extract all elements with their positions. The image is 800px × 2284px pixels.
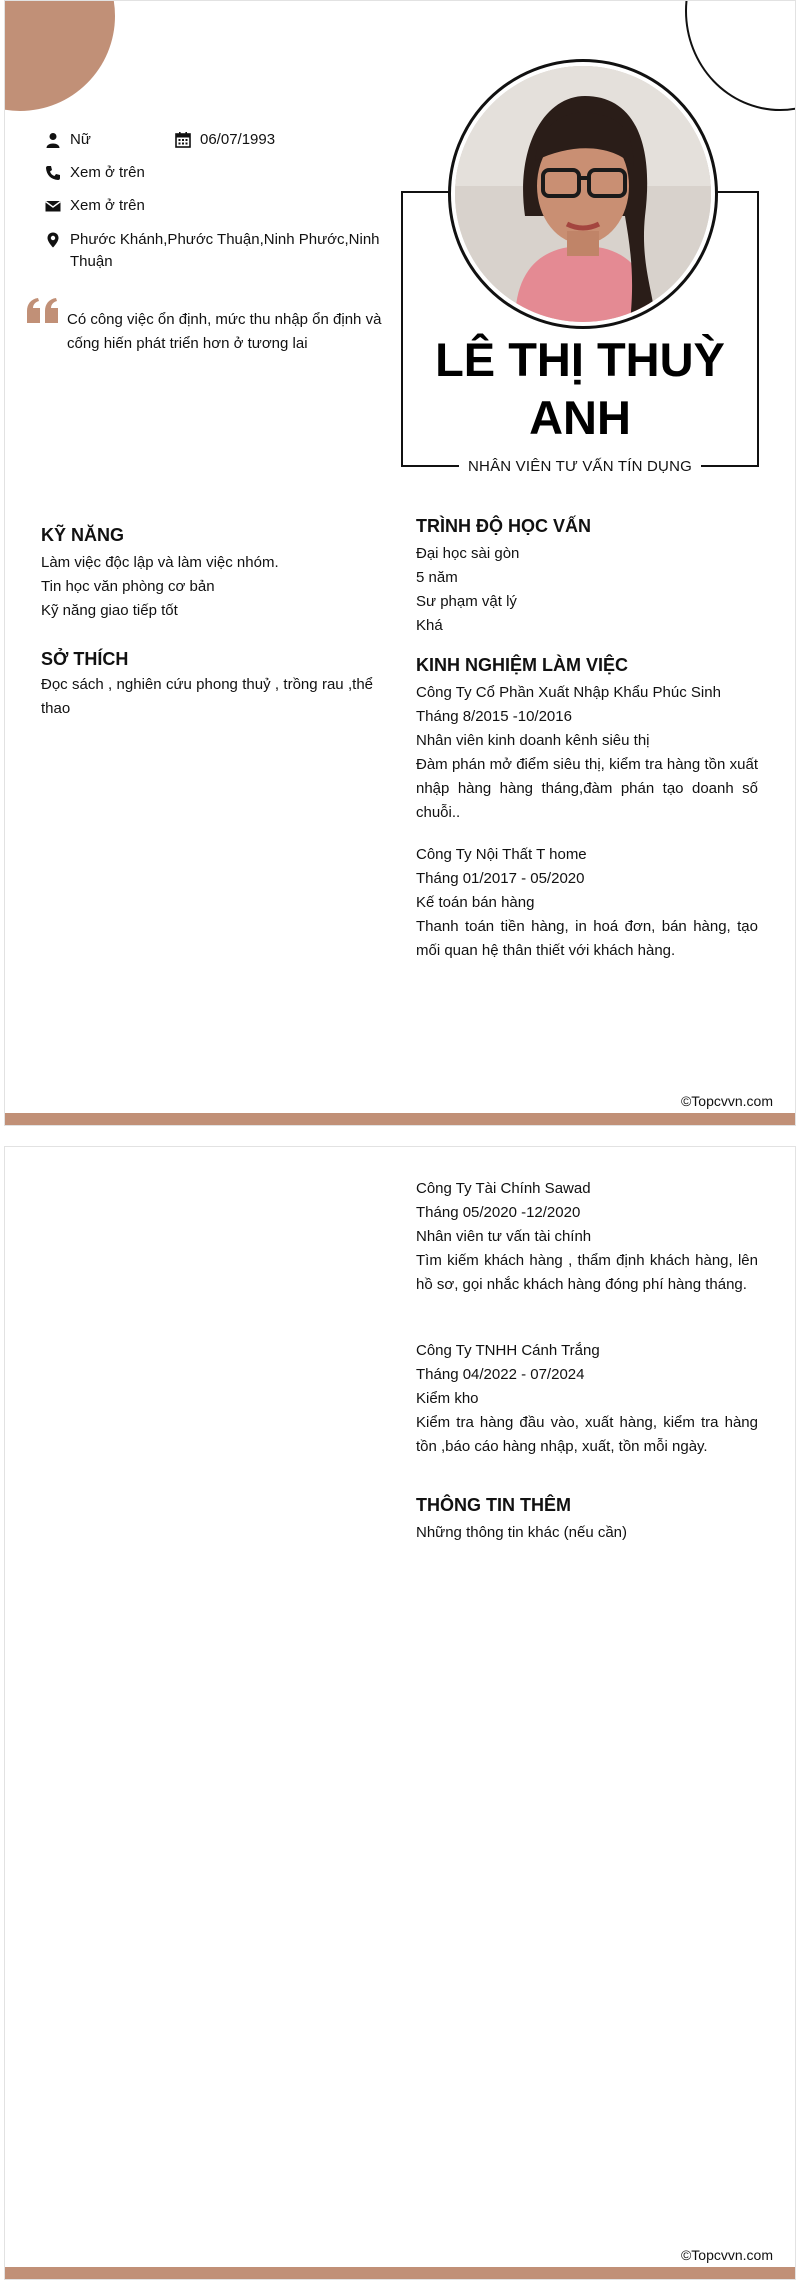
experience-description: Thanh toán tiền hàng, in hoá đơn, bán hàng, tạo mối quan hệ thân thiết với khách hàng. bbox=[416, 918, 758, 959]
hobbies-title: SỞ THÍCH bbox=[41, 649, 129, 669]
email-value: Xem ở trên bbox=[70, 197, 145, 214]
footer-bar bbox=[5, 2267, 795, 2279]
experience-period: Tháng 8/2015 -10/2016 bbox=[416, 708, 572, 725]
experience-position: Kiểm kho bbox=[416, 1390, 479, 1407]
birthdate-row bbox=[175, 129, 275, 151]
cv-page-1 bbox=[4, 0, 796, 1126]
name-line-1: LÊ THỊ THUỲ bbox=[435, 333, 725, 386]
experience-company: Công Ty Nội Thất T home bbox=[416, 846, 587, 863]
experience-title: KINH NGHIỆM LÀM VIỆC bbox=[416, 655, 629, 675]
experience-item bbox=[416, 1339, 758, 1459]
education-major: Sư phạm vật lý bbox=[416, 593, 517, 610]
footer-copyright: ©Topcvvn.com bbox=[680, 2247, 773, 2263]
experience-item bbox=[416, 843, 758, 963]
skills-title: KỸ NĂNG bbox=[41, 525, 125, 545]
education-grade: Khá bbox=[416, 617, 443, 634]
email-row bbox=[45, 195, 145, 217]
job-title: NHÂN VIÊN TƯ VẤN TÍN DỤNG bbox=[459, 454, 701, 480]
user-icon bbox=[45, 132, 61, 148]
phone-value: Xem ở trên bbox=[70, 164, 145, 181]
experience-position: Kế toán bán hàng bbox=[416, 894, 535, 911]
birthdate-value: 06/07/1993 bbox=[200, 131, 276, 148]
education-block bbox=[416, 542, 758, 638]
gender-value: Nữ bbox=[70, 131, 91, 148]
calendar-icon bbox=[175, 132, 191, 148]
email-icon bbox=[45, 198, 61, 214]
candidate-name bbox=[405, 331, 755, 447]
footer-bar bbox=[5, 1113, 795, 1125]
experience-company: Công Ty TNHH Cánh Trắng bbox=[416, 1342, 600, 1359]
education-school: Đại học sài gòn bbox=[416, 545, 520, 562]
cv-page-2 bbox=[4, 1146, 796, 2280]
skill-item: Tin học văn phòng cơ bản bbox=[41, 578, 215, 595]
location-icon bbox=[45, 232, 61, 248]
quote-icon bbox=[25, 297, 61, 325]
experience-company: Công Ty Tài Chính Sawad bbox=[416, 1180, 591, 1197]
additional-info-text: Những thông tin khác (nếu cần) bbox=[416, 1524, 628, 1541]
experience-description: Kiểm tra hàng đầu vào, xuất hàng, kiểm tra hàng tồn ,báo cáo hàng nhập, xuất, tồn mỗi ngày. bbox=[416, 1414, 758, 1455]
phone-row bbox=[45, 162, 145, 184]
education-title: TRÌNH ĐỘ HỌC VẤN bbox=[416, 516, 591, 536]
experience-period: Tháng 04/2022 - 07/2024 bbox=[416, 1366, 585, 1383]
additional-info-title: THÔNG TIN THÊM bbox=[416, 1495, 571, 1515]
avatar bbox=[455, 66, 711, 322]
experience-description: Tìm kiếm khách hàng , thẩm định khách hàng, lên hồ sơ, gọi nhắc khách hàng đóng phí hàng tháng. bbox=[416, 1252, 758, 1293]
experience-item bbox=[416, 1177, 758, 1297]
footer-copyright: ©Topcvvn.com bbox=[680, 1093, 773, 1109]
job-title-wrapper bbox=[401, 454, 759, 480]
experience-period: Tháng 01/2017 - 05/2020 bbox=[416, 870, 585, 887]
experience-item bbox=[416, 681, 758, 825]
address-row bbox=[45, 229, 395, 273]
skill-item: Kỹ năng giao tiếp tốt bbox=[41, 602, 178, 619]
decorative-circle-top-right bbox=[685, 0, 796, 111]
address-value: Phước Khánh,Phước Thuận,Ninh Phước,Ninh Thuận bbox=[70, 231, 380, 270]
skills-list bbox=[41, 551, 381, 623]
experience-period: Tháng 05/2020 -12/2020 bbox=[416, 1204, 581, 1221]
education-duration: 5 năm bbox=[416, 569, 458, 586]
career-objective: Có công việc ổn định, mức thu nhập ổn định và cống hiến phát triển hơn ở tương lai bbox=[67, 311, 382, 352]
name-line-2: ANH bbox=[529, 391, 631, 444]
gender-row bbox=[45, 129, 91, 151]
profile-photo bbox=[448, 59, 718, 329]
decorative-circle-top-left bbox=[4, 0, 115, 111]
experience-position: Nhân viên tư vấn tài chính bbox=[416, 1228, 592, 1245]
experience-position: Nhân viên kinh doanh kênh siêu thị bbox=[416, 732, 650, 749]
hobbies-text: Đọc sách , nghiên cứu phong thuỷ , trồng rau ,thể thao bbox=[41, 676, 373, 717]
experience-company: Công Ty Cổ Phần Xuất Nhập Khẩu Phúc Sinh bbox=[416, 684, 721, 701]
skill-item: Làm việc độc lập và làm việc nhóm. bbox=[41, 554, 279, 571]
experience-description: Đàm phán mở điểm siêu thị, kiểm tra hàng tồn xuất nhập hàng hàng tháng,đàm phán tạo doanh số chuỗi.. bbox=[416, 756, 758, 821]
phone-icon bbox=[45, 165, 61, 181]
